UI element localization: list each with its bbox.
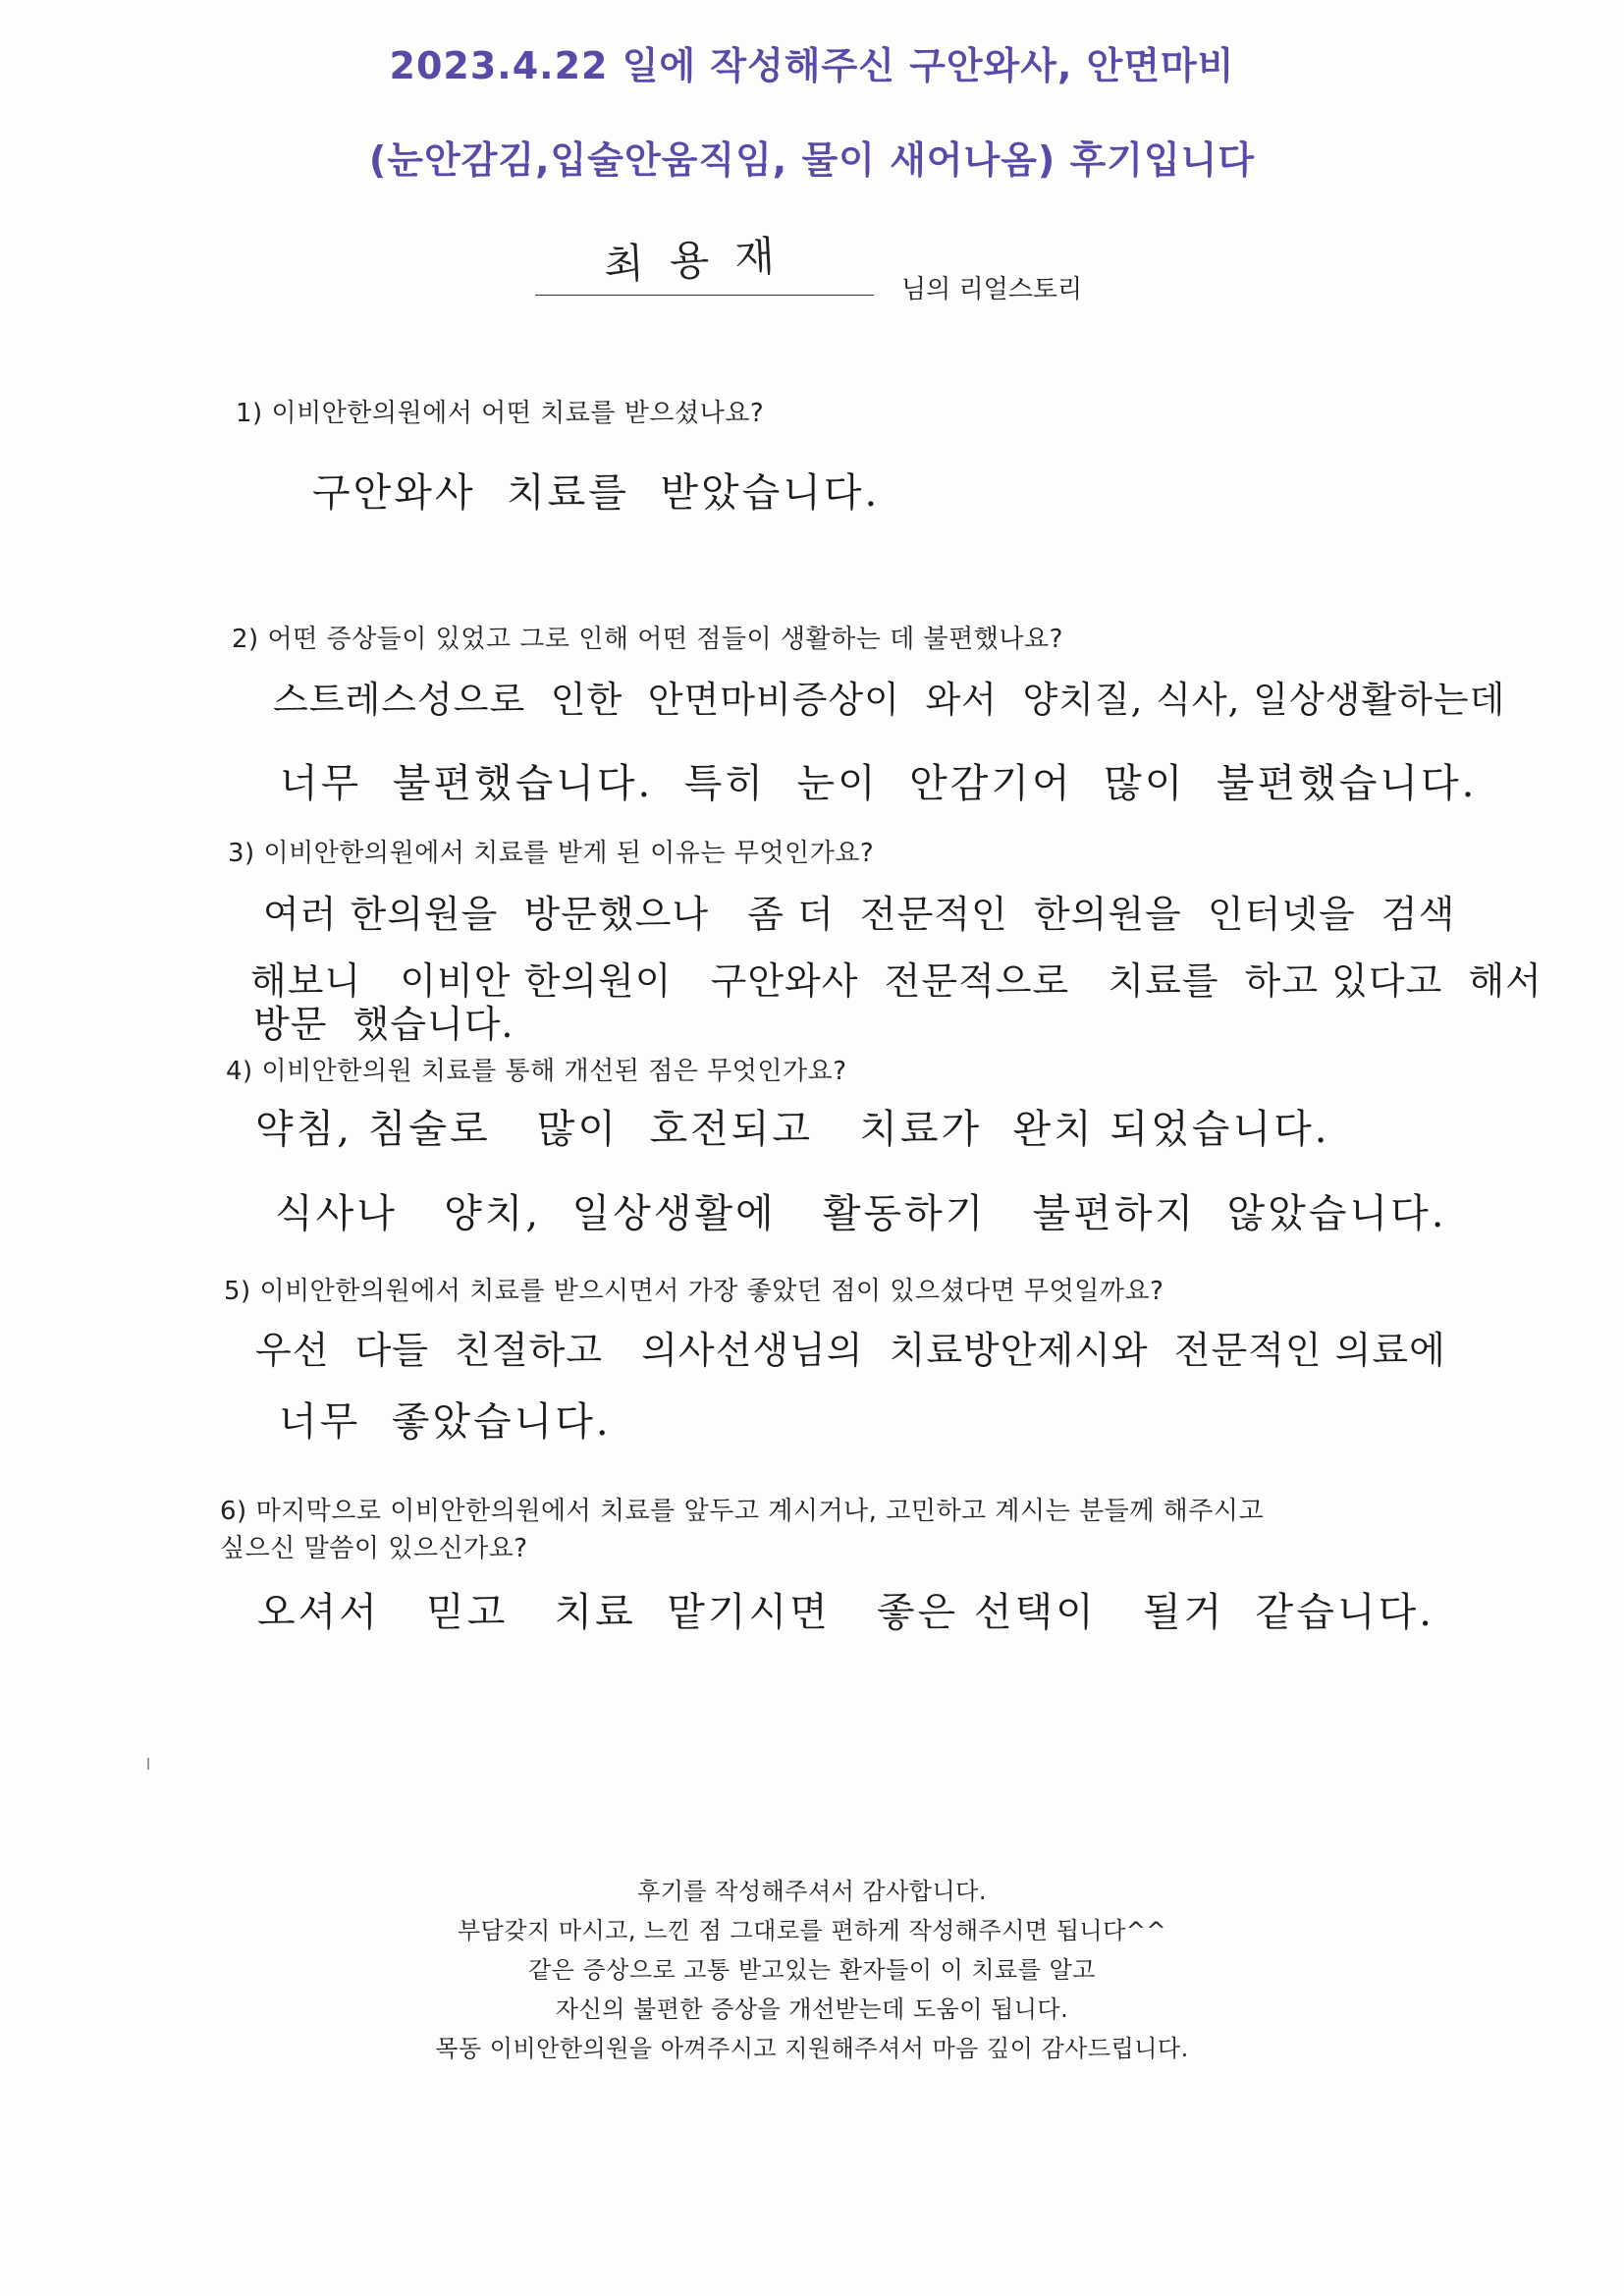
question-2: 2) 어떤 증상들이 있었고 그로 인해 어떤 점들이 생활하는 데 불편했나요? [232, 625, 1063, 654]
answer-4-line-1: 약침, 침술로 많이 호전되고 치료가 완치 되었습니다. [255, 1107, 1330, 1152]
question-1: 1) 이비안한의원에서 어떤 치료를 받으셨나요? [236, 399, 765, 428]
reviewer-suffix: 님의 리얼스토리 [901, 275, 1083, 304]
question-6: 6) 마지막으로 이비안한의원에서 치료를 앞두고 계시거나, 고민하고 계시는 분들께 해주시고 [220, 1497, 1265, 1526]
question-3: 3) 이비안한의원에서 치료를 받게 된 이유는 무엇인가요? [228, 839, 875, 868]
title-line-2: (눈안감김,입술안움직임, 물이 새어나옴) 후기입니다 [368, 138, 1256, 182]
question-5: 5) 이비안한의원에서 치료를 받으시면서 가장 좋았던 점이 있으셨다면 무엇일까요? [224, 1277, 1164, 1306]
question-6-line-2: 싶으신 말씀이 있으신가요? [220, 1534, 528, 1563]
answer-3-line-2: 해보니 이비안 한의원이 구안와사 전문적으로 치료를 하고 있다고 해서 [250, 959, 1543, 1003]
footer-line-2: 부담갖지 마시고, 느낀 점 그대로를 편하게 작성해주시면 됩니다^^ [457, 1917, 1167, 1944]
footer-line-4: 자신의 불편한 증상을 개선받는데 도움이 됩니다. [555, 1995, 1069, 2023]
answer-6-line-1: 오셔서 믿고 치료 맡기시면 좋은 선택이 될거 같습니다. [257, 1590, 1435, 1635]
question-4: 4) 이비안한의원 치료를 통해 개선된 점은 무엇인가요? [226, 1057, 847, 1086]
scan-speck [147, 1758, 149, 1770]
name-underline [535, 295, 874, 296]
footer-line-5: 목동 이비안한의원을 아껴주시고 지원해주셔서 마음 깊이 감사드립니다. [435, 2035, 1189, 2062]
answer-2-line-2: 너무 불편했습니다. 특히 눈이 안감기어 많이 불편했습니다. [280, 761, 1478, 806]
reviewer-name: 최용재 [602, 230, 801, 290]
answer-2-line-1: 스트레스성으로 인한 안면마비증상이 와서 양치질, 식사, 일상생활하는데 [273, 679, 1506, 721]
footer-line-1: 후기를 작성해주셔서 감사합니다. [637, 1878, 987, 1905]
title-line-1: 2023.4.22 일에 작성해주신 구안와사, 안면마비 [389, 44, 1235, 87]
answer-4-line-2: 식사나 양치, 일상생활에 활동하기 불편하지 않았습니다. [275, 1191, 1447, 1236]
answer-5-line-1: 우선 다들 친절하고 의사선생님의 치료방안제시와 전문적인 의료에 [255, 1329, 1446, 1372]
answer-3-line-1: 여러 한의원을 방문했으나 좀 더 전문적인 한의원을 인터넷을 검색 [263, 893, 1456, 936]
answer-1-line-1: 구안와사 치료를 받았습니다. [312, 470, 881, 516]
footer-line-3: 같은 증상으로 고통 받고있는 환자들이 이 치료를 알고 [528, 1956, 1096, 1984]
answer-5-line-2: 너무 좋았습니다. [279, 1399, 612, 1445]
answer-3-line-3: 방문 했습니다. [253, 1003, 514, 1046]
